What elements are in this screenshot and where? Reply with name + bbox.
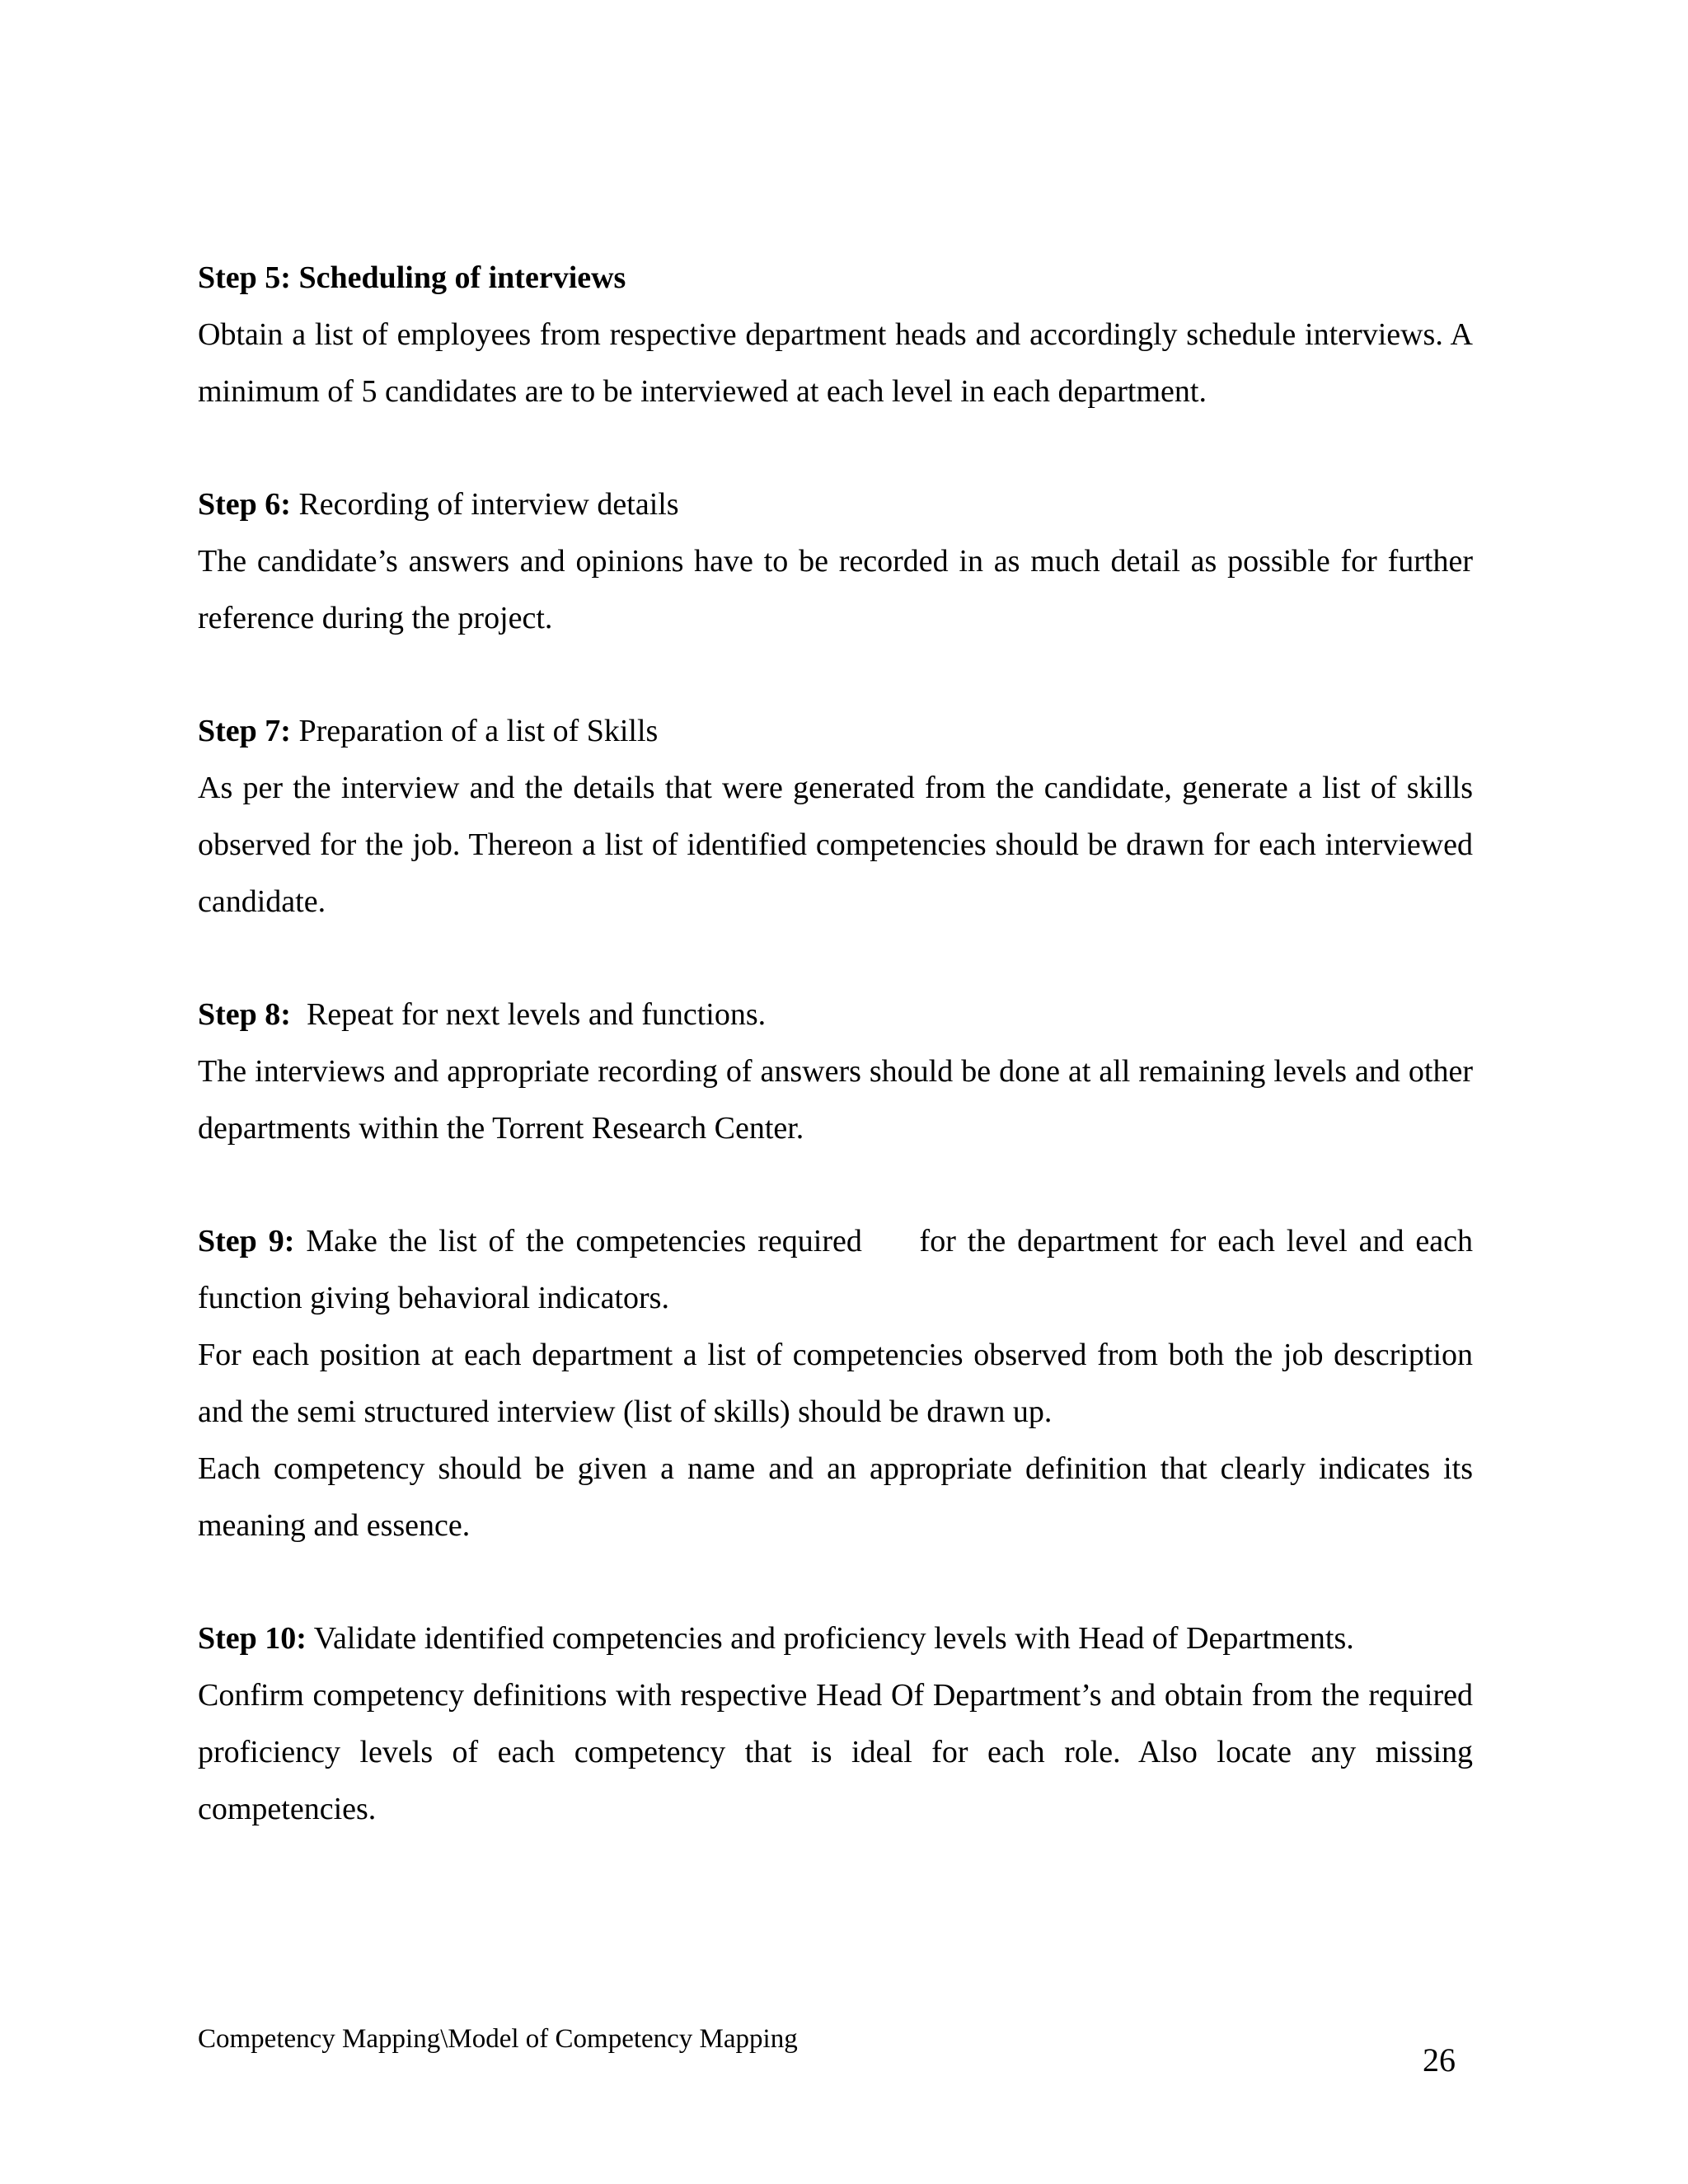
page-number: 26 bbox=[1423, 2041, 1456, 2079]
step-8 bbox=[198, 987, 1473, 1157]
step-label: Step 6: bbox=[198, 487, 291, 522]
step-title: Recording of interview details bbox=[290, 487, 679, 522]
step-10 bbox=[198, 1610, 1473, 1838]
step-6 bbox=[198, 476, 1473, 647]
step-heading bbox=[198, 1610, 1473, 1667]
step-paragraph: Obtain a list of employees from respective department heads and accordingly schedule interviews. A minimum of 5 candidates are to be interviewed at each level in each department. bbox=[198, 317, 1473, 409]
step-label: Step 8: bbox=[198, 997, 291, 1032]
step-paragraph: As per the interview and the details that were generated from the candidate, generate a list of skills observed for the job. Thereon a list of identified competencies should be drawn for each interviewed candidate. bbox=[198, 771, 1473, 919]
step-title: Repeat for next levels and functions. bbox=[290, 997, 767, 1032]
step-title: Make the list of the competencies required for the department for each level and each function giving behavioral indicators. bbox=[198, 1224, 1481, 1315]
document-body bbox=[198, 250, 1481, 1894]
step-heading bbox=[198, 703, 1473, 760]
step-heading bbox=[198, 987, 1473, 1043]
step-paragraph: The candidate’s answers and opinions have to be recorded in as much detail as possible for further reference during the project. bbox=[198, 544, 1473, 635]
step-heading bbox=[198, 476, 1473, 533]
step-title: Preparation of a list of Skills bbox=[290, 714, 659, 748]
step-title: Validate identified competencies and proficiency levels with Head of Departments. bbox=[306, 1621, 1354, 1656]
step-7 bbox=[198, 703, 1473, 930]
step-5 bbox=[198, 250, 1473, 420]
step-9 bbox=[198, 1213, 1481, 1554]
step-paragraph: For each position at each department a list of competencies observed from both the job description and the semi structured interview (list of skills) should be drawn up. bbox=[198, 1338, 1473, 1429]
step-paragraph: The interviews and appropriate recording of answers should be done at all remaining levels and other departments within the Torrent Research Center. bbox=[198, 1054, 1473, 1146]
step-label: Step 9: bbox=[198, 1224, 295, 1258]
step-heading bbox=[198, 1213, 1481, 1327]
step-label: Step 5: Scheduling of interviews bbox=[198, 260, 626, 295]
step-label: Step 7: bbox=[198, 714, 291, 748]
step-paragraph: Each competency should be given a name and an appropriate definition that clearly indicates its meaning and essence. bbox=[198, 1451, 1473, 1543]
step-label: Step 10: bbox=[198, 1621, 307, 1656]
step-heading bbox=[198, 250, 1473, 307]
step-paragraph: Confirm competency definitions with respective Head Of Department’s and obtain from the required proficiency levels of each competency that is ideal for each role. Also locate any missing competencies. bbox=[198, 1678, 1473, 1826]
footer-title: Competency Mapping\Model of Competency Mapping bbox=[198, 2024, 798, 2054]
